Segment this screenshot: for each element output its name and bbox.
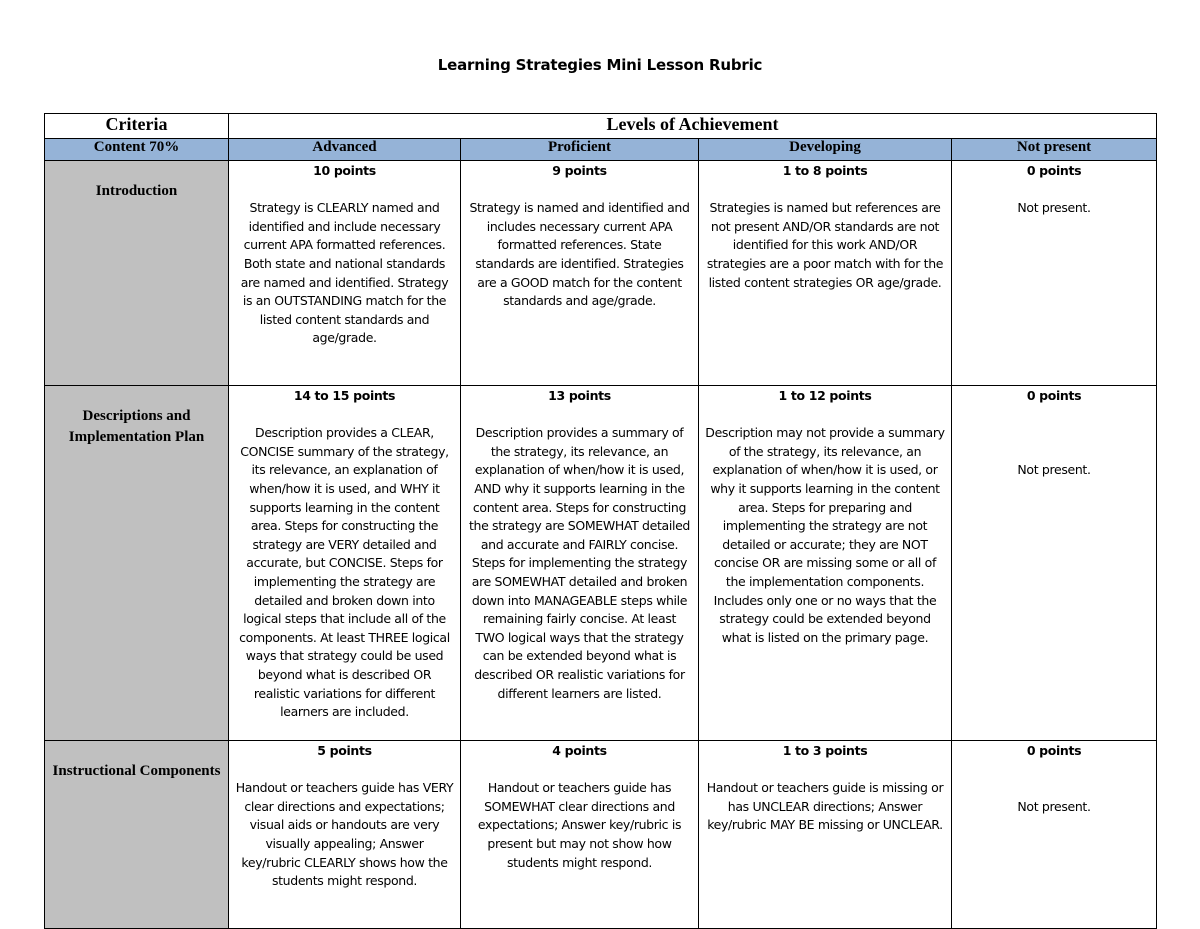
- points-label: 4 points: [552, 743, 607, 758]
- table-row: [45, 741, 1157, 929]
- advanced-cell: [229, 741, 461, 929]
- points-label: 1 to 8 points: [782, 163, 868, 178]
- points-label: 13 points: [548, 388, 611, 403]
- level-description: Strategy is named and identified and includes necessary current APA formatted references. State standards are identified. Strategies are a GOOD match for the content standards and age/grade.: [469, 200, 690, 309]
- points-label: 14 to 15 points: [293, 388, 396, 403]
- points-label: 1 to 12 points: [778, 388, 872, 403]
- developing-cell: [699, 386, 952, 741]
- points-label: 0 points: [1026, 743, 1082, 758]
- proficient-cell: [461, 741, 699, 929]
- not-present-cell: [952, 161, 1157, 386]
- not-present-cell: [952, 741, 1157, 929]
- table-row: [45, 386, 1157, 741]
- level-description: Not present.: [1017, 200, 1091, 216]
- developing-header: Developing: [699, 139, 952, 161]
- level-description: Handout or teachers guide is missing or has UNCLEAR directions; Answer key/rubric MAY BE missing or UNCLEAR.: [706, 780, 944, 833]
- level-description: Handout or teachers guide has VERY clear directions and expectations; visual aids or handouts are very visually appealing; Answer key/rubric CLEARLY shows how the students might respond.: [235, 780, 454, 889]
- level-description: Handout or teachers guide has SOMEWHAT clear directions and expectations; Answer key/rubric is present but may not show how students might respond.: [477, 780, 682, 870]
- proficient-cell: [461, 161, 699, 386]
- advanced-cell: [229, 161, 461, 386]
- header-row: [45, 114, 1157, 139]
- level-description: Description provides a summary of the strategy, its relevance, an explanation of when/how it is used, AND why it supports learning in the content area. Steps for constructing the strategy are SOMEWHAT detailed and accurate and FAIRLY concise. Steps for implementing the strategy are SOMEWHAT detailed and broken down into MANAGEABLE steps while remaining fairly concise. At least TWO logical ways that the strategy can be extended beyond what is described OR realistic variations for different learners are listed.: [468, 425, 691, 701]
- proficient-header: Proficient: [461, 139, 699, 161]
- advanced-cell: [229, 386, 461, 741]
- level-description: Not present.: [1017, 462, 1091, 478]
- proficient-cell: [461, 386, 699, 741]
- levels-header: Levels of Achievement: [229, 114, 1157, 139]
- not-present-cell: [952, 386, 1157, 741]
- criteria-header: Criteria: [45, 114, 229, 139]
- not-present-header: Not present: [952, 139, 1157, 161]
- points-label: 0 points: [1026, 388, 1082, 403]
- level-description: Not present.: [1017, 798, 1091, 814]
- level-description: Description may not provide a summary of the strategy, its relevance, an explanation of when/how it is used, or why it supports learning in the content area. Steps for preparing and implementing the strategy are not detailed or accurate; they are NOT concise OR are missing some or all of the implementation components. Includes only one or no ways that the strategy could be extended beyond what is listed on the primary page.: [705, 425, 945, 645]
- subheader-row: [45, 139, 1157, 161]
- document-title: Learning Strategies Mini Lesson Rubric: [437, 56, 763, 74]
- table-row: [45, 161, 1157, 386]
- points-label: 0 points: [1026, 163, 1082, 178]
- criterion-introduction: Introduction: [45, 161, 229, 386]
- criterion-descriptions: Descriptions and Implementation Plan: [45, 386, 229, 741]
- developing-cell: [699, 741, 952, 929]
- rubric-table: [44, 113, 1157, 929]
- criterion-instructional-components: Instructional Components: [45, 741, 229, 929]
- developing-cell: [699, 161, 952, 386]
- points-label: 9 points: [552, 163, 607, 178]
- level-description: Strategy is CLEARLY named and identified and include necessary current APA formatted references. Both state and national standards are named and identified. Strategy is an OUTSTANDING match for the listed content standards and age/grade.: [240, 200, 449, 346]
- level-description: Strategies is named but references are not present AND/OR standards are not identified for this work AND/OR strategies are a poor match with for the listed content strategies OR age/grade.: [706, 200, 944, 290]
- points-label: 10 points: [313, 163, 376, 178]
- level-description: Description provides a CLEAR, CONCISE summary of the strategy, its relevance, an explanation of when/how it is used, and WHY it supports learning in the content area. Steps for constructing the strategy are VERY detailed and accurate, but CONCISE. Steps for implementing the strategy are detailed and broken down into logical steps that include all of the components. At least THREE logical ways that strategy could be used beyond what is described OR realistic variations for different learners are included.: [239, 425, 450, 720]
- content-weight-header: Content 70%: [45, 139, 229, 161]
- points-label: 1 to 3 points: [782, 743, 868, 758]
- advanced-header: Advanced: [229, 139, 461, 161]
- points-label: 5 points: [317, 743, 372, 758]
